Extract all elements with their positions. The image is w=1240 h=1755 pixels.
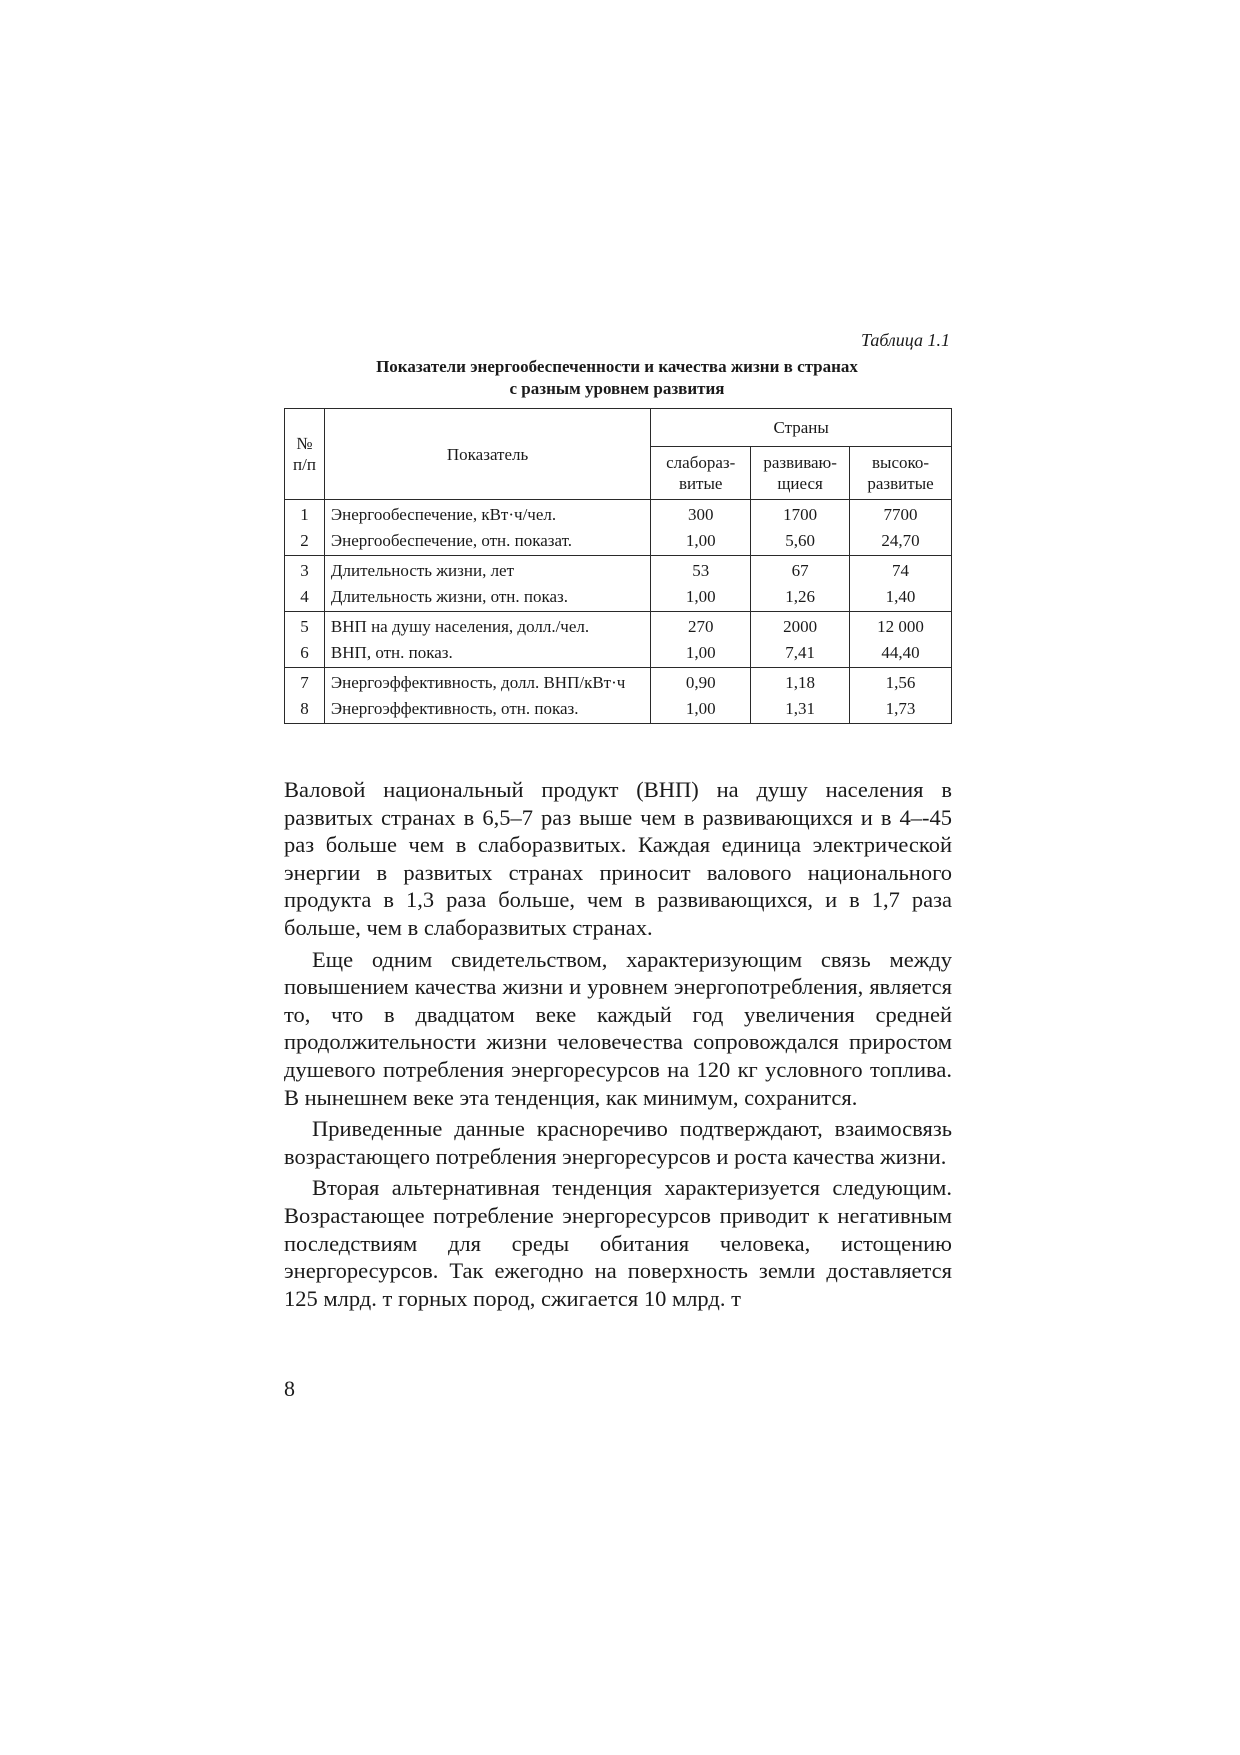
energy-quality-table [284,408,952,724]
value-developing: 1,26 [751,581,850,612]
value-underdeveloped: 0,90 [651,668,751,694]
value-developing: 2000 [751,612,850,638]
value-underdeveloped: 1,00 [651,637,751,668]
header-countries: Страны [651,409,952,447]
value-developing: 7,41 [751,637,850,668]
table-row [285,525,952,556]
value-developed: 1,56 [850,668,952,694]
row-number: 7 [285,668,325,694]
header-indicator: Показатель [324,409,650,500]
paragraph: Еще одним свидетельством, характеризующим связь между повышением качества жизни и уровнем энергопотребления, является то, что в двадцатом веке каждый год увеличения средней продолжительности жизни человечества сопровождался приростом душевого потребления энергоресурсов на 120 кг условного топлива. В нынешнем веке эта тенденция, как минимум, сохранится. [284,946,952,1110]
value-developing: 1,31 [751,693,850,724]
row-label: Энергоэффективность, долл. ВНП/кВт·ч [324,668,650,694]
row-number: 1 [285,500,325,526]
row-label: Энергообеспечение, отн. показат. [324,525,650,556]
value-underdeveloped: 1,00 [651,581,751,612]
paragraph: Приведенные данные красноречиво подтверждают, взаимосвязь возрастающего потребления энергоресурсов и роста качества жизни. [284,1116,952,1169]
header-developing: развиваю- щиеся [751,447,850,500]
row-label: ВНП, отн. показ. [324,637,650,668]
value-developing: 67 [751,556,850,582]
table-row [285,581,952,612]
value-underdeveloped: 1,00 [651,525,751,556]
table-title-line-2: с разным уровнем развития [509,379,725,398]
table-row [285,612,952,638]
value-developed: 12 000 [850,612,952,638]
value-underdeveloped: 300 [651,500,751,526]
row-label: Длительность жизни, отн. показ. [324,581,650,612]
table-title-line-1: Показатели энергообеспеченности и качества жизни в странах [376,357,858,376]
value-developing: 1,18 [751,668,850,694]
row-label: Энергообеспечение, кВт·ч/чел. [324,500,650,526]
header-developed: высоко- развитые [850,447,952,500]
table-row [285,668,952,694]
page-number: 8 [284,1376,295,1401]
table-row [285,500,952,526]
value-underdeveloped: 270 [651,612,751,638]
table-row [285,556,952,582]
row-number: 2 [285,525,325,556]
value-developed: 7700 [850,500,952,526]
row-label: ВНП на душу населения, долл./чел. [324,612,650,638]
value-developing: 1700 [751,500,850,526]
value-developed: 1,73 [850,693,952,724]
value-developed: 24,70 [850,525,952,556]
value-underdeveloped: 53 [651,556,751,582]
value-developed: 44,40 [850,637,952,668]
table-row [285,693,952,724]
row-number: 8 [285,693,325,724]
header-number: № п/п [285,409,325,500]
table-title [284,356,950,400]
header-underdeveloped: слабораз- витые [651,447,751,500]
row-label: Энергоэффективность, отн. показ. [324,693,650,724]
table-row [285,637,952,668]
body-text [284,776,952,1312]
paragraph: Валовой национальный продукт (ВНП) на душу населения в развитых странах в 6,5–7 раз выше чем в развивающихся и в 4–-45 раз больше чем в слаборазвитых. Каждая единица электрической энергии в развитых странах приносит валового национального продукта в 1,3 раза больше, чем в развивающихся, и в 1,7 раза больше, чем в слаборазвитых странах. [284,777,952,940]
value-developed: 1,40 [850,581,952,612]
row-number: 6 [285,637,325,668]
row-number: 3 [285,556,325,582]
table-caption-label: Таблица 1.1 [860,330,950,350]
paragraph: Вторая альтернативная тенденция характеризуется следующим. Возрастающее потребление энергоресурсов приводит к негативным последствиям для среды обитания человека, истощению энергоресурсов. Так ежегодно на поверхность земли доставляется 125 млрд. т горных пород, сжигается 10 млрд. т [284,1175,952,1311]
row-number: 5 [285,612,325,638]
value-developing: 5,60 [751,525,850,556]
row-number: 4 [285,581,325,612]
value-underdeveloped: 1,00 [651,693,751,724]
value-developed: 74 [850,556,952,582]
row-label: Длительность жизни, лет [324,556,650,582]
